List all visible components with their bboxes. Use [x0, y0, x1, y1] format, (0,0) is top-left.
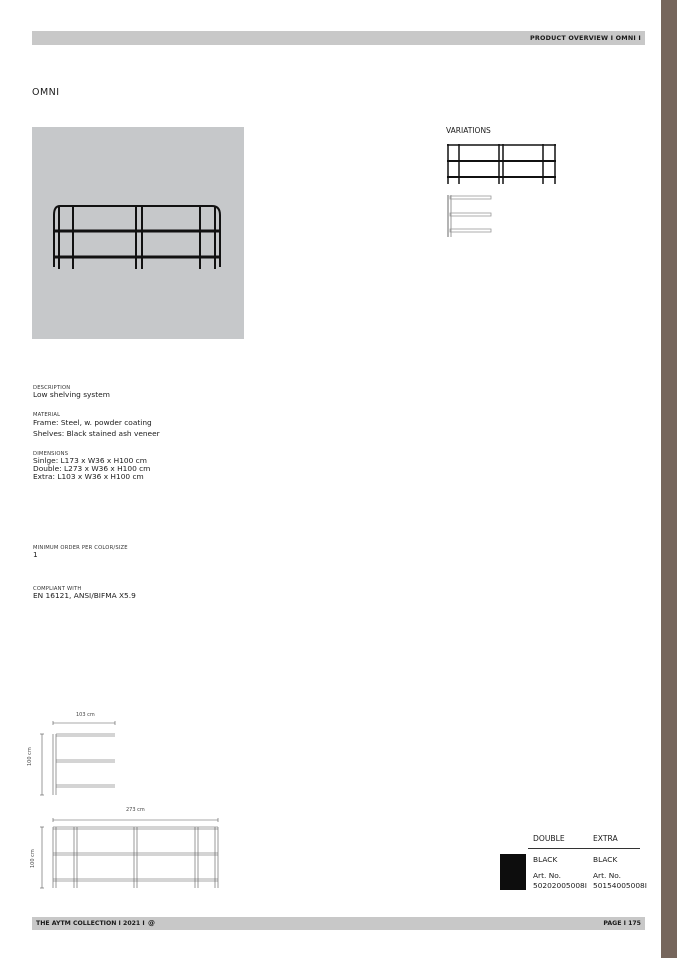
- minimum-order-value: 1: [33, 550, 38, 559]
- double-width-label: 273 cm: [126, 807, 145, 813]
- footer-bar: [32, 917, 645, 930]
- dimensions-line: Double: L273 x W36 x H100 cm: [33, 464, 151, 473]
- compliant-value: EN 16121, ANSI/BIFMA X5.9: [33, 591, 136, 600]
- description-label: DESCRIPTION: [33, 385, 71, 391]
- header-divider: [528, 848, 640, 849]
- extra-technical-drawing: [40, 718, 120, 802]
- breadcrumb: PRODUCT OVERVIEW I OMNI I: [530, 34, 641, 42]
- double-art-label: Art. No.: [533, 871, 561, 880]
- description-value: Low shelving system: [33, 390, 110, 399]
- side-strip: [661, 0, 677, 958]
- variations-label: VARIATIONS: [446, 126, 491, 135]
- product-photo: [32, 127, 244, 339]
- extra-art-number: 50154005008I: [593, 881, 647, 890]
- double-technical-drawing: [40, 815, 225, 897]
- double-color: BLACK: [533, 855, 558, 864]
- dimensions-label: DIMENSIONS: [33, 451, 69, 457]
- material-label: MATERIAL: [33, 412, 61, 418]
- header-bar: [32, 31, 645, 45]
- collection-label: THE AYTM COLLECTION I 2021 I: [36, 920, 145, 927]
- variant-table: [500, 832, 645, 902]
- dimensions-line: Sinlge: L173 x W36 x H100 cm: [33, 456, 147, 465]
- material-line: Shelves: Black stained ash veneer: [33, 429, 160, 438]
- extra-color: BLACK: [593, 855, 618, 864]
- minimum-order-label: MINIMUM ORDER PER COLOR/SIZE: [33, 545, 128, 551]
- double-height-label: 100 cm: [30, 849, 36, 868]
- page-number: PAGE I 175: [603, 920, 641, 927]
- variation-extra-thumbnail[interactable]: [446, 193, 494, 243]
- color-swatch-black: [500, 854, 526, 890]
- extra-width-label: 103 cm: [76, 712, 95, 718]
- variation-double-thumbnail[interactable]: [446, 143, 558, 189]
- column-header-extra: EXTRA: [593, 834, 618, 843]
- column-header-double: DOUBLE: [533, 834, 565, 843]
- brand-logo: @: [148, 919, 155, 927]
- dimensions-line: Extra: L103 x W36 x H100 cm: [33, 472, 144, 481]
- double-art-number: 50202005008I: [533, 881, 587, 890]
- compliant-label: COMPLIANT WITH: [33, 586, 82, 592]
- extra-height-label: 100 cm: [27, 747, 33, 766]
- material-line: Frame: Steel, w. powder coating: [33, 418, 152, 427]
- page-title: OMNI: [32, 87, 60, 98]
- extra-art-label: Art. No.: [593, 871, 621, 880]
